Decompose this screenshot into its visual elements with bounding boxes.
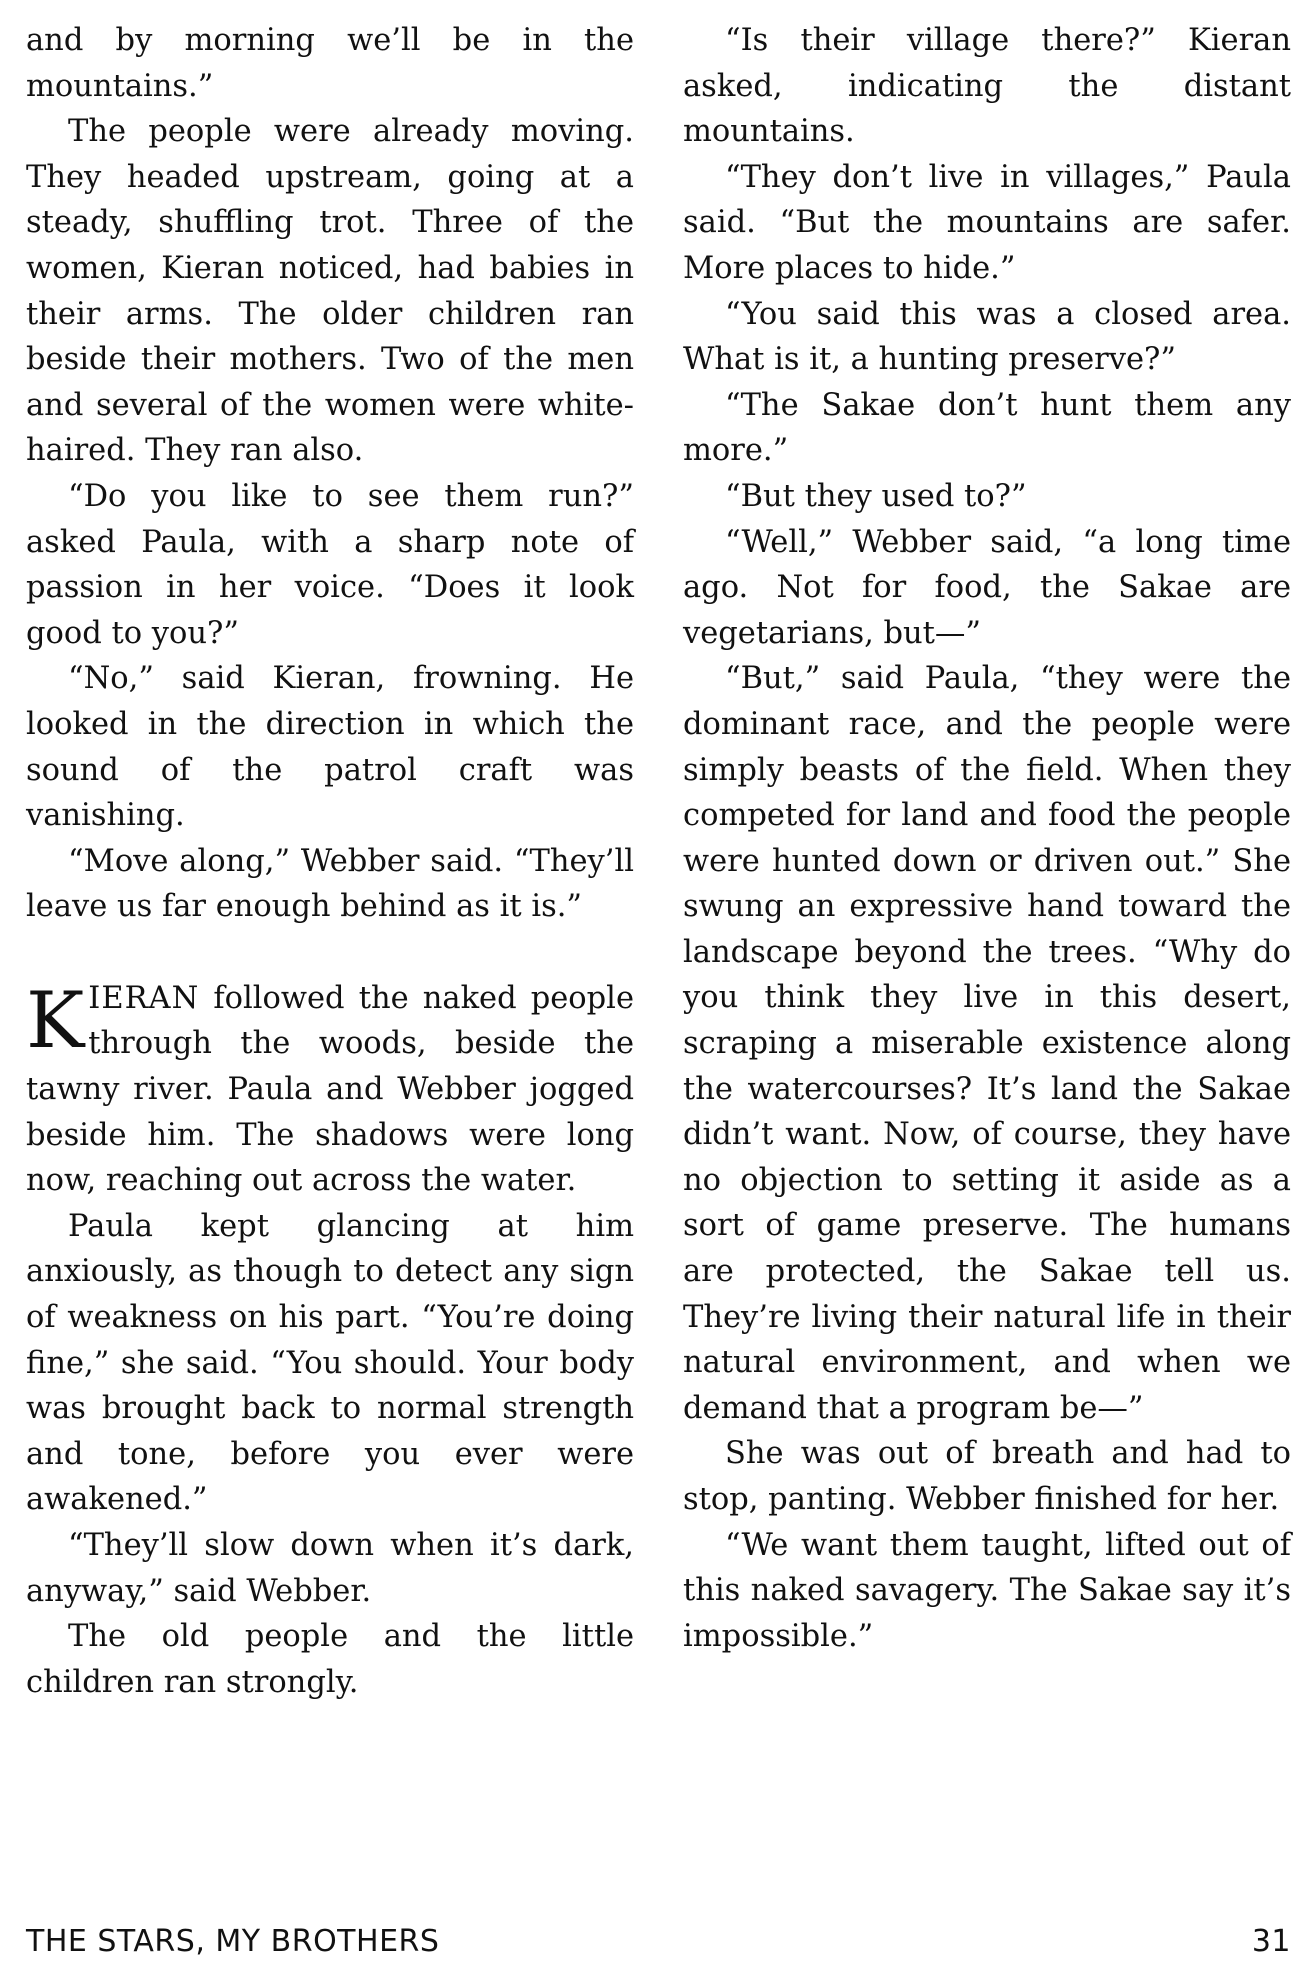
paragraph: “Do you like to see them run?” asked Paula, with a sharp note of passion in her voice. “Does it look good to you?”	[26, 478, 634, 651]
paragraph: She was out of breath and had to stop, panting. Webber finished for her.	[683, 1436, 1291, 1517]
left-text-column	[26, 18, 634, 1705]
paragraph: “Is their village there?” Kieran asked, indicating the distant mountains.	[683, 23, 1291, 150]
paragraph: The old people and the little children ran strongly.	[26, 1619, 634, 1700]
paragraph: “You said this was a closed area. What is it, a hunting preserve?”	[683, 296, 1291, 378]
paragraph: and by morning we’ll be in the mountains.”	[26, 23, 634, 104]
paragraph-text: followed the naked people through the woods, beside the tawny river. Paula and Webber jogged beside him. The shadows were long now, reaching out across the water.	[26, 980, 634, 1199]
paragraph: “But they used to?”	[725, 478, 1027, 514]
paragraph: “But,” said Paula, “they were the dominant race, and the people were simply beasts of the field. When they competed for land and food the people were hunted down or driven out.” She swung an expressive hand toward the landscape beyond the trees. “Why do you think they live in this desert, scraping a miserable existence along the watercourses? It’s land the Sakae didn’t want. Now, of course, they have no objection to setting it aside as a sort of game preserve. The humans are protected, the Sakae tell us. They’re living their natural life in their natural environment, and when we demand that a program be—”	[683, 661, 1291, 1426]
paragraph: “Move along,” Webber said. “They’ll leave us far enough behind as it is.”	[26, 843, 634, 925]
paragraph: “The Sakae don’t hunt them any more.”	[683, 387, 1291, 469]
paragraph: “We want them taught, lifted out of this naked savagery. The Sakae say it’s impossible.”	[683, 1527, 1291, 1654]
paragraph: “They don’t live in villages,” Paula said. “But the mountains are safer. More places to hide.”	[683, 159, 1291, 286]
right-text-column	[683, 18, 1291, 1659]
paragraph: “No,” said Kieran, frowning. He looked in the direction in which the sound of the patrol craft was vanishing.	[26, 661, 634, 834]
page-number: 31	[1251, 1924, 1291, 1959]
page-footer	[26, 1920, 1291, 1964]
section-break	[26, 930, 634, 976]
paragraph: Paula kept glancing at him anxiously, as though to detect any sign of weakness on his part. “You’re doing fine,” she said. “You should. Your body was brought back to normal strength and tone, before you ever were awakened.”	[26, 1208, 634, 1518]
running-title: THE STARS, MY BROTHERS	[26, 1924, 440, 1959]
lead-in-word: IERAN	[88, 980, 200, 1016]
paragraph: “They’ll slow down when it’s dark, anyway,” said Webber.	[26, 1528, 634, 1609]
paragraph: “Well,” Webber said, “a long time ago. Not for food, the Sakae are vegetarians, but—”	[683, 524, 1291, 651]
paragraph: The people were already moving. They headed upstream, going at a steady, shuffling trot. Three of the women, Kieran noticed, had babies in their arms. The older children ran beside their mothers. Two of the men and several of the women were white-haired. They ran also.	[26, 114, 634, 469]
drop-cap: K	[26, 975, 85, 1066]
section-opening-paragraph	[26, 976, 634, 1204]
